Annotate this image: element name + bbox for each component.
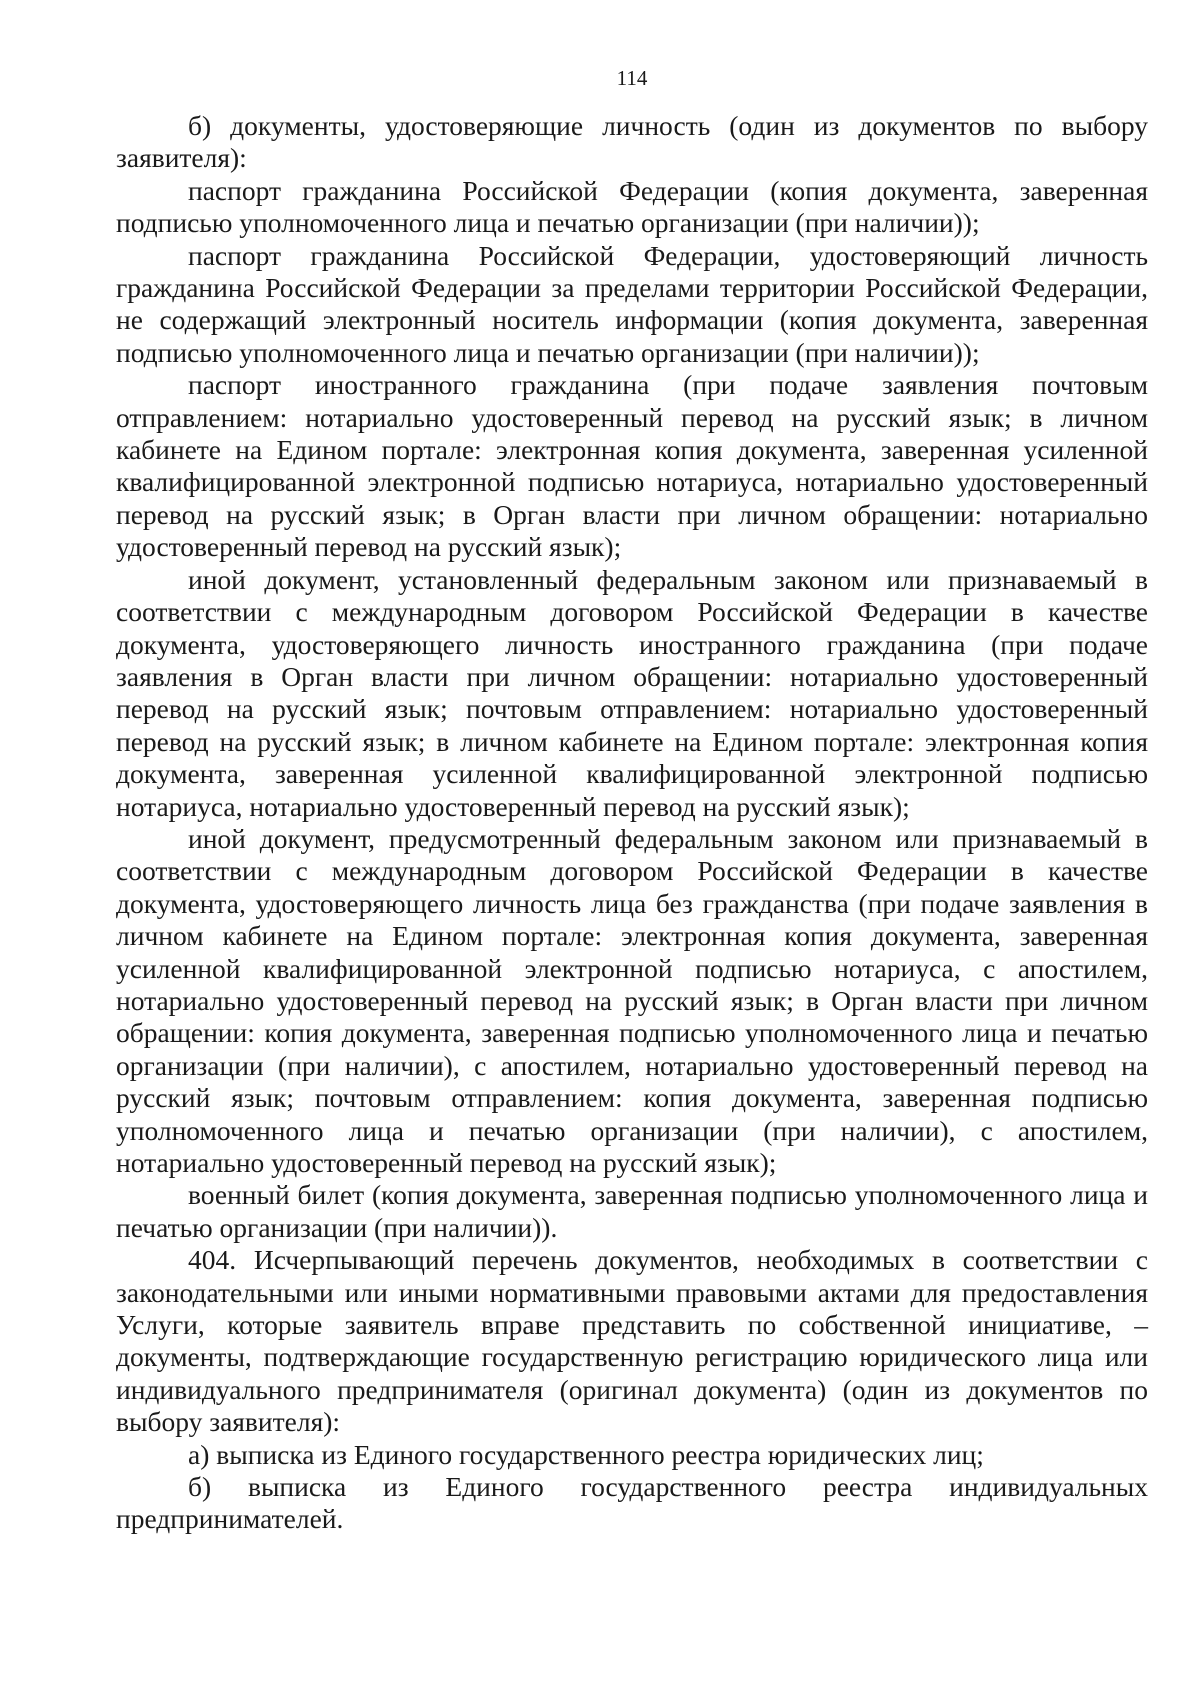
paragraph-military-id: военный билет (копия документа, заверенная подписью уполномоченного лица и печатью организации (при наличии)). xyxy=(116,1179,1148,1243)
paragraph-other-document-foreign-citizen: иной документ, установленный федеральным законом или признаваемый в соответствии с международным договором Российской Федерации в качестве документа, удостоверяющего личность иностранного гражданина (при подаче заявления в Орган власти при личном обращении: нотариально удостоверенный перевод на русский язык; почтовым отправлением: нотариально удостоверенный перевод на русский язык; в личном кабинете на Едином портале: электронная копия документа, заверенная усиленной квалифицированной электронной подписью нотариуса, нотариально удостоверенный перевод на русский язык); xyxy=(116,563,1148,822)
paragraph-legal-entities-register-extract: а) выписка из Единого государственного реестра юридических лиц; xyxy=(188,1438,984,1470)
paragraph-identity-documents: б) документы, удостоверяющие личность (один из документов по выбору заявителя): xyxy=(116,110,1148,174)
paragraph-other-document-stateless-person: иной документ, предусмотренный федеральным законом или признаваемый в соответствии с международным договором Российской Федерации в качестве документа, удостоверяющего личность лица без гражданства (при подаче заявления в личном кабинете на Едином портале: электронная копия документа, заверенная усиленной квалифицированной электронной подписью нотариуса, с апостилем, нотариально удостоверенный перевод на русский язык; в Орган власти при личном обращении: копия документа, заверенная подписью уполномоченного лица и печатью организации (при наличии), с апостилем, нотариально удостоверенный перевод на русский язык; почтовым отправлением: копия документа, заверенная подписью уполномоченного лица и печатью организации (при наличии), с апостилем, нотариально удостоверенный перевод на русский язык); xyxy=(116,822,1148,1178)
paragraph-foreign-travel-passport: паспорт гражданина Российской Федерации, удостоверяющий личность гражданина Российской Федерации за пределами территории Российской Федерации, не содержащий электронный носитель информации (копия документа, заверенная подписью уполномоченного лица и печатью организации (при наличии)); xyxy=(116,239,1148,368)
paragraph-foreign-citizen-passport: паспорт иностранного гражданина (при подаче заявления почтовым отправлением: нотариально удостоверенный перевод на русский язык; в личном кабинете на Едином портале: электронная копия документа, заверенная усиленной квалифицированной электронной подписью нотариуса, нотариально удостоверенный перевод на русский язык; в Орган власти при личном обращении: нотариально удостоверенный перевод на русский язык); xyxy=(116,369,1148,563)
document-page xyxy=(116,66,1148,1536)
paragraph-rf-passport: паспорт гражданина Российской Федерации (копия документа, заверенная подписью уполномоченного лица и печатью организации (при наличии)); xyxy=(116,174,1148,239)
paragraph-item-404: 404. Исчерпывающий перечень документов, необходимых в соответствии с законодательными или иными нормативными правовыми актами для предоставления Услуги, которые заявитель вправе представить по собственной инициативе, – документы, подтверждающие государственную регистрацию юридического лица или индивидуального предпринимателя (оригинал документа) (один из документов по выбору заявителя): xyxy=(116,1244,1148,1438)
paragraph-entrepreneurs-register-extract: б) выписка из Единого государственного реестра индивидуальных предпринимателей. xyxy=(116,1471,1148,1535)
page-number: 114 xyxy=(616,66,648,90)
